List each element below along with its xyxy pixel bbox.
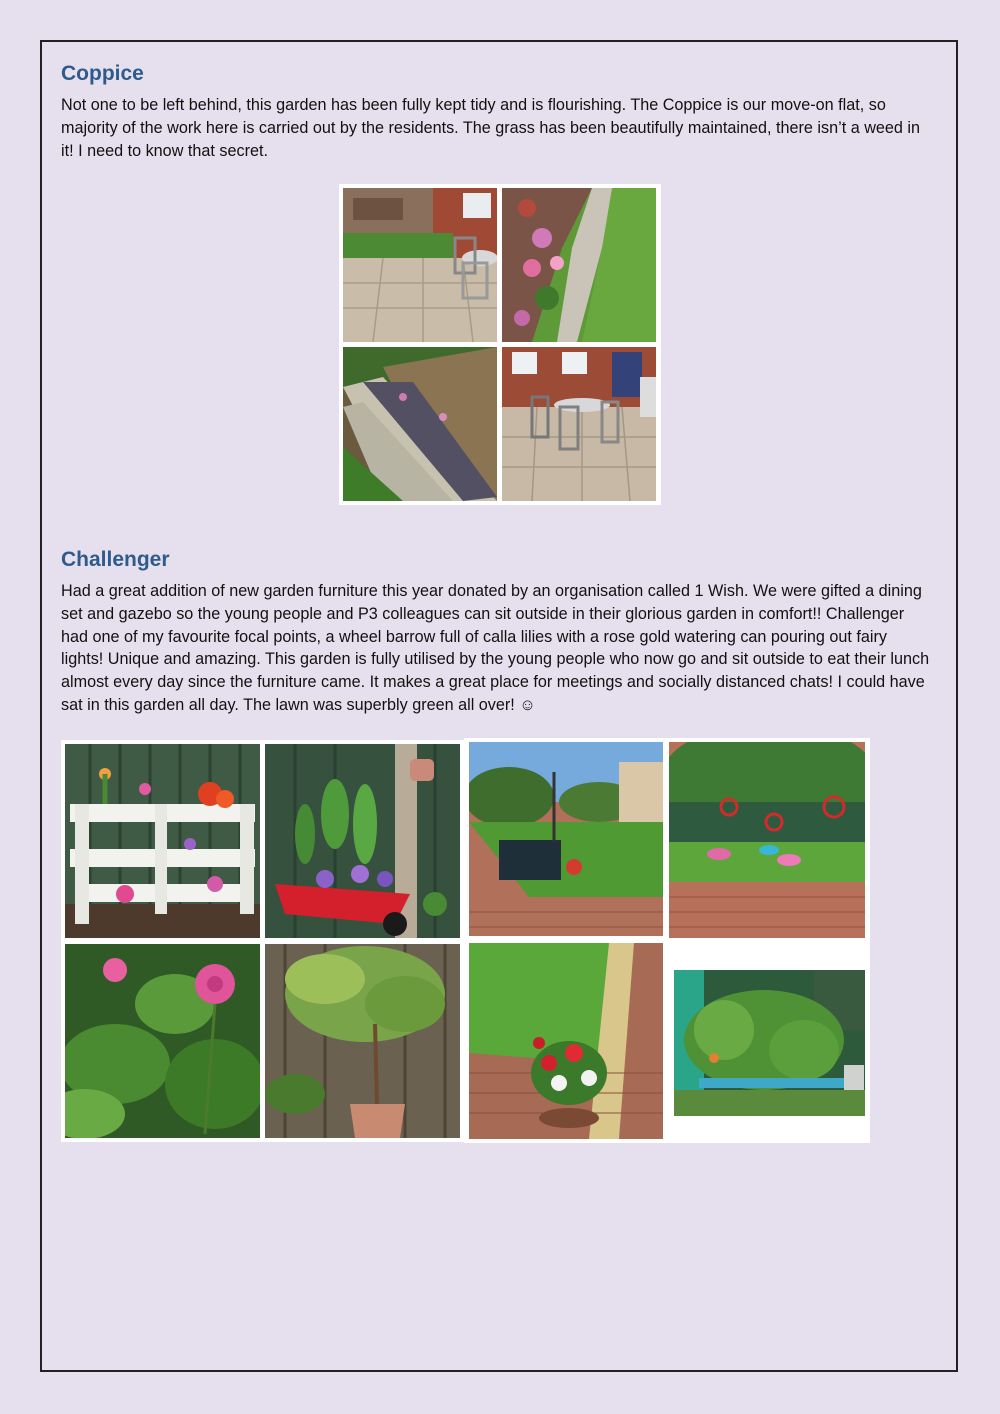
pink-dahlias-photo	[65, 944, 260, 1138]
section-title-coppice: Coppice	[61, 62, 144, 85]
potted-tree-photo	[265, 944, 460, 1138]
wheelbarrow-lilies-photo	[265, 744, 460, 938]
raised-vegetable-bed-photo	[674, 970, 865, 1116]
coppice-photo-collage	[339, 184, 661, 505]
lawn-with-table-photo	[469, 742, 663, 936]
painted-tyre-planters-photo	[669, 742, 865, 938]
pallet-planter-photo	[65, 744, 260, 938]
patio-with-chairs-photo	[343, 188, 497, 342]
challenger-photo-collage-right	[464, 738, 870, 1143]
section-body-coppice: Not one to be left behind, this garden has been fully kept tidy and is flourishing. The Coppice is our move-on flat, so majority of the work here is carried out by the residents. The grass has been beautifully maintained, there isn’t a weed in it! I need to know that secret.	[61, 96, 920, 160]
section-title-challenger: Challenger	[61, 548, 170, 571]
flower-pot-on-path-photo	[469, 943, 663, 1139]
challenger-photo-collage-left	[61, 740, 464, 1142]
fence-and-path-photo	[343, 347, 497, 501]
stone-edged-flowerbed-photo	[502, 188, 656, 342]
section-body-challenger: Had a great addition of new garden furniture this year donated by an organisation called 1 Wish. We were gifted a dining set and gazebo so the young people and P3 colleagues can sit outside in their glorious garden in comfort!! Challenger had one of my favourite focal points, a wheel barrow full of calla lilies with a rose gold watering can pouring out fairy lights! Unique and amazing. This garden is fully utilised by the young people who now go and sit outside to eat their lunch almost every day since the furniture came. It makes a great place for meetings and socially distanced chats! I could have sat in this garden all day. The lawn was superbly green all over! ☺	[61, 582, 930, 714]
patio-dining-set-photo	[502, 347, 656, 501]
